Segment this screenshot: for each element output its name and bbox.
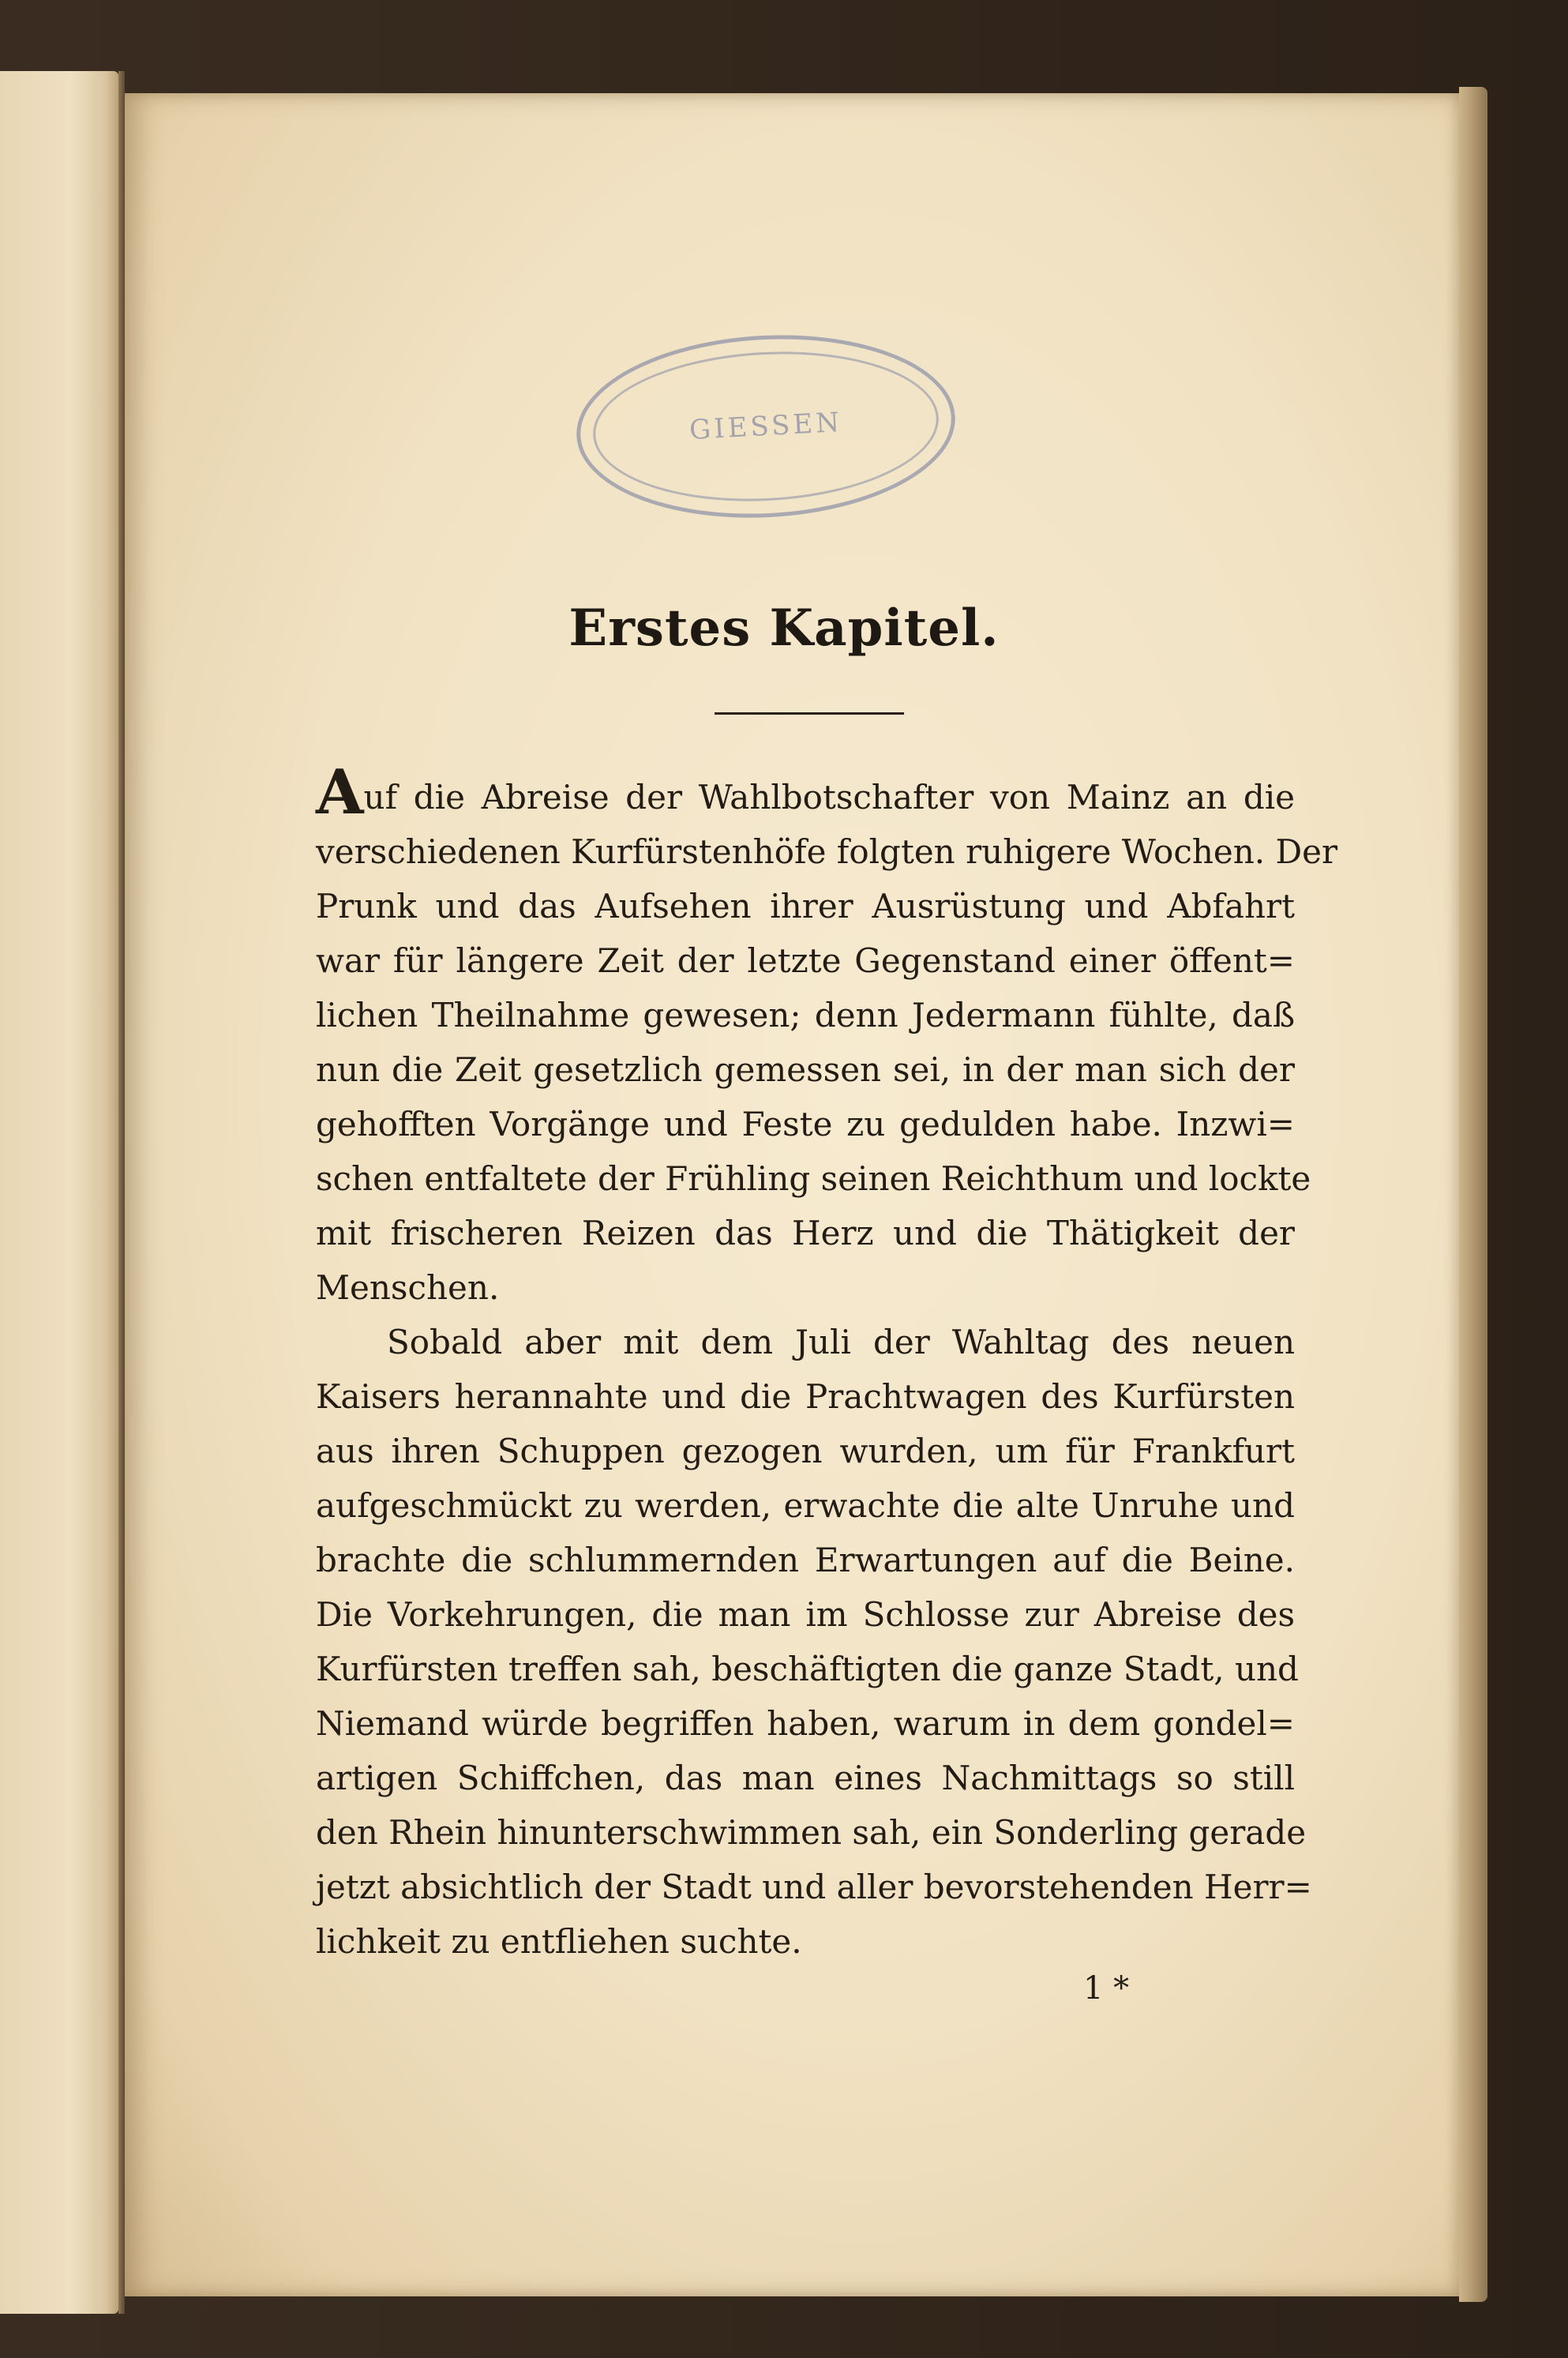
chapter-heading: Erstes Kapitel.	[568, 599, 1000, 658]
text-line: Menschen.	[316, 1268, 500, 1307]
text-line: verschiedenen Kurfürstenhöfe folgten ruhigere Wochen. Der	[316, 832, 1338, 871]
text-line: jetzt absichtlich der Stadt und aller bevorstehenden Herr=	[316, 1868, 1312, 1906]
text-line: Niemand würde begriffen haben, warum in dem gondel=	[316, 1704, 1295, 1743]
text-line: aus ihren Schuppen gezogen wurden, um für Frankfurt	[316, 1432, 1295, 1470]
text-line: Sobald aber mit dem Juli der Wahltag des neuen	[387, 1323, 1295, 1361]
text-line: Die Vorkehrungen, die man im Schlosse zur Abreise des	[316, 1595, 1295, 1634]
text-line: brachte die schlummernden Erwartungen auf die Beine.	[316, 1541, 1295, 1579]
text-line: gehofften Vorgänge und Feste zu gedulden habe. Inzwi=	[316, 1105, 1295, 1143]
text-line: war für längere Zeit der letzte Gegenstand einer öffent=	[316, 941, 1295, 980]
text-line: Kurfürsten treffen sah, beschäftigten die ganze Stadt, und	[316, 1650, 1299, 1688]
heading-rule	[715, 712, 904, 715]
text-line: Kaisers herannahte und die Prachtwagen des Kurfürsten	[316, 1377, 1295, 1416]
text-line: artigen Schiffchen, das man eines Nachmittags so still	[316, 1759, 1295, 1797]
text-line-content: uf die Abreise der Wahlbotschafter von Mainz an die	[363, 778, 1295, 817]
stamp-text: GIESSEN	[688, 406, 843, 447]
left-page-edge	[0, 71, 118, 2314]
text-line: mit frischeren Reizen das Herz und die Thätigkeit der	[316, 1214, 1295, 1252]
drop-cap: A	[316, 757, 364, 828]
chapter-body	[316, 757, 1338, 1969]
text-line: Prunk und das Aufsehen ihrer Ausrüstung und Abfahrt	[316, 887, 1295, 926]
text-line: nun die Zeit gesetzlich gemessen sei, in der man sich der	[316, 1050, 1295, 1089]
text-line: schen entfaltete der Frühling seinen Reichthum und lockte	[316, 1159, 1311, 1198]
text-line: den Rhein hinunterschwimmen sah, ein Sonderling gerade	[316, 1813, 1307, 1852]
text-line: lichkeit zu entfliehen suchte.	[316, 1922, 802, 1961]
text-line: lichen Theilnahme gewesen; denn Jedermann fühlte, daß	[316, 996, 1295, 1034]
right-page-edge	[1459, 87, 1487, 2302]
page-number: 1 *	[1083, 1970, 1130, 2007]
text-line	[316, 757, 1295, 828]
text-line: aufgeschmückt zu werden, erwachte die alte Unruhe und	[316, 1486, 1295, 1525]
